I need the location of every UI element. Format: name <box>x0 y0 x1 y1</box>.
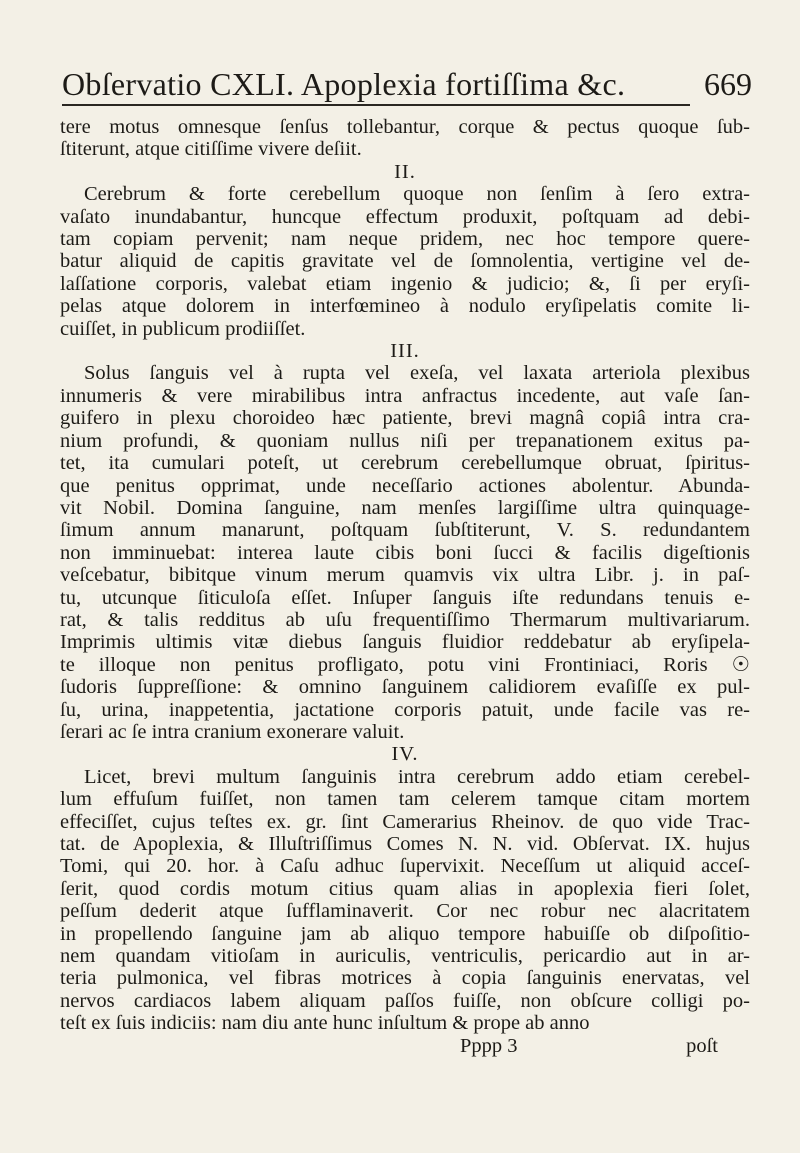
text-line: que penitus opprimat, unde neceſſario actiones abolentur. Abunda- <box>60 474 750 497</box>
text-line: guifero in plexu choroideo hæc patiente, brevi magnâ copiâ intra cra- <box>60 407 750 430</box>
text-line: nem quandam vitioſam in auriculis, ventriculis, pericardio aut in ar- <box>60 945 750 968</box>
text-line: veſcebatur, bibitque vinum merum quamvis vix ultra Libr. j. in paſ- <box>60 564 750 587</box>
text-line: teria pulmonica, vel fibras motrices à copia ſanguinis enervatas, vel <box>60 967 750 990</box>
page-footer <box>60 1035 750 1059</box>
text-line: ſerit, quod cordis motum citius quam alias in apoplexia fieri ſolet, <box>60 877 750 900</box>
text-line: tam copiam pervenit; nam neque pridem, nec hoc tempore quere- <box>60 228 750 251</box>
running-title: Obſervatio CXLI. Apoplexia fortiſſima &c. <box>62 66 626 102</box>
text-line: pelas atque dolorem in interfœmineo à nodulo eryſipelatis comite li- <box>60 295 750 318</box>
text-line: peſſum dederit atque ſufflaminaverit. Cor nec robur nec alacritatem <box>60 900 750 923</box>
text-line: ſimum annum manarunt, poſtquam ſubſtiterunt, V. S. redundantem <box>60 519 750 542</box>
text-line: te illoque non penitus profligato, potu vini Frontiniaci, Roris ☉ <box>60 653 750 676</box>
section-number: II. <box>394 160 416 183</box>
text-line: cuiſſet, in publicum prodiiſſet. <box>60 317 306 340</box>
text-line: ſtiterunt, atque citiſſime vivere deſiit. <box>60 138 362 161</box>
section-number: III. <box>390 340 420 363</box>
text-line: Solus ſanguis vel à rupta vel exeſa, vel laxata arteriola plexibus <box>84 362 750 385</box>
text-line: effeciſſet, cujus teſtes ex. gr. ſint Camerarius Rheinov. de quo vide Trac- <box>60 810 750 833</box>
text-line: laſſatione corporis, valebat etiam ingenio & judicio; &, ſi per eryſi- <box>60 272 750 295</box>
text-line: Imprimis ultimis vitæ diebus ſanguis fluidior reddebatur ab eryſipela- <box>60 631 750 654</box>
text-line: tet, ita cumulari poteſt, ut cerebrum cerebellumque obruat, ſpiritus- <box>60 452 750 475</box>
text-line: Cerebrum & forte cerebellum quoque non ſenſim à ſero extra- <box>84 183 750 206</box>
text-line: batur aliquid de capitis gravitate vel de ſomnolentia, vertigine vel de- <box>60 250 750 273</box>
text-line: innumeris & vere mirabilibus intra anfractus incedente, aut vaſe ſan- <box>60 384 750 407</box>
text-line: nium profundi, & quoniam nullus niſi per trepanationem exitus pa- <box>60 429 750 452</box>
page-header <box>62 66 752 106</box>
text-line: nervos cardiacos labem aliquam paſſos fuiſſe, non obſcure colligi po- <box>60 989 750 1012</box>
body-text <box>60 116 750 1059</box>
text-line: in propellendo ſanguine jam ab aliquo tempore habuiſſe ob diſpoſitio- <box>60 922 750 945</box>
header-rule <box>62 104 690 106</box>
signature-mark: Pppp 3 <box>460 1034 518 1057</box>
text-line: ſerari ac ſe intra cranium exonerare valuit. <box>60 720 405 743</box>
page-number: 669 <box>704 66 752 102</box>
catchword: poſt <box>686 1034 718 1057</box>
text-line: ſu, urina, inappetentia, jactatione corporis patuit, unde facile vas re- <box>60 698 750 721</box>
text-line: lum effuſum fuiſſet, non tamen tam celerem tamque citam mortem <box>60 788 750 811</box>
text-line: Tomi, qui 20. hor. à Caſu adhuc ſupervixit. Neceſſum ut aliquid acceſ- <box>60 855 750 878</box>
section-number: IV. <box>391 743 419 766</box>
text-line: tat. de Apoplexia, & Illuſtriſſimus Comes N. N. vid. Obſervat. IX. hujus <box>60 833 750 855</box>
text-line: ſudoris ſuppreſſione: & omnino ſanguinem calidiorem evaſiſſe ex pul- <box>60 676 750 699</box>
text-line: teſt ex ſuis indiciis: nam diu ante hunc inſultum & prope ab anno <box>60 1012 590 1035</box>
text-line: vaſato inundabantur, huncque effectum produxit, poſtquam ad debi- <box>60 205 750 228</box>
text-line: Licet, brevi multum ſanguinis intra cerebrum addo etiam cerebel- <box>84 765 750 788</box>
text-line: tere motus omnesque ſenſus tollebantur, corque & pectus quoque ſub- <box>60 116 750 138</box>
text-line: non imminuebat: interea laute cibis boni ſucci & facilis digeſtionis <box>60 541 750 564</box>
text-line: rat, & talis redditus ab uſu frequentiſſimo Thermarum multivariarum. <box>60 608 750 631</box>
text-line: tu, utcunque ſiticuloſa eſſet. Inſuper ſanguis iſte redundans tenuis e- <box>60 586 750 609</box>
text-line: vit Nobil. Domina ſanguine, nam menſes largiſſime ultra quinquage- <box>60 496 750 519</box>
